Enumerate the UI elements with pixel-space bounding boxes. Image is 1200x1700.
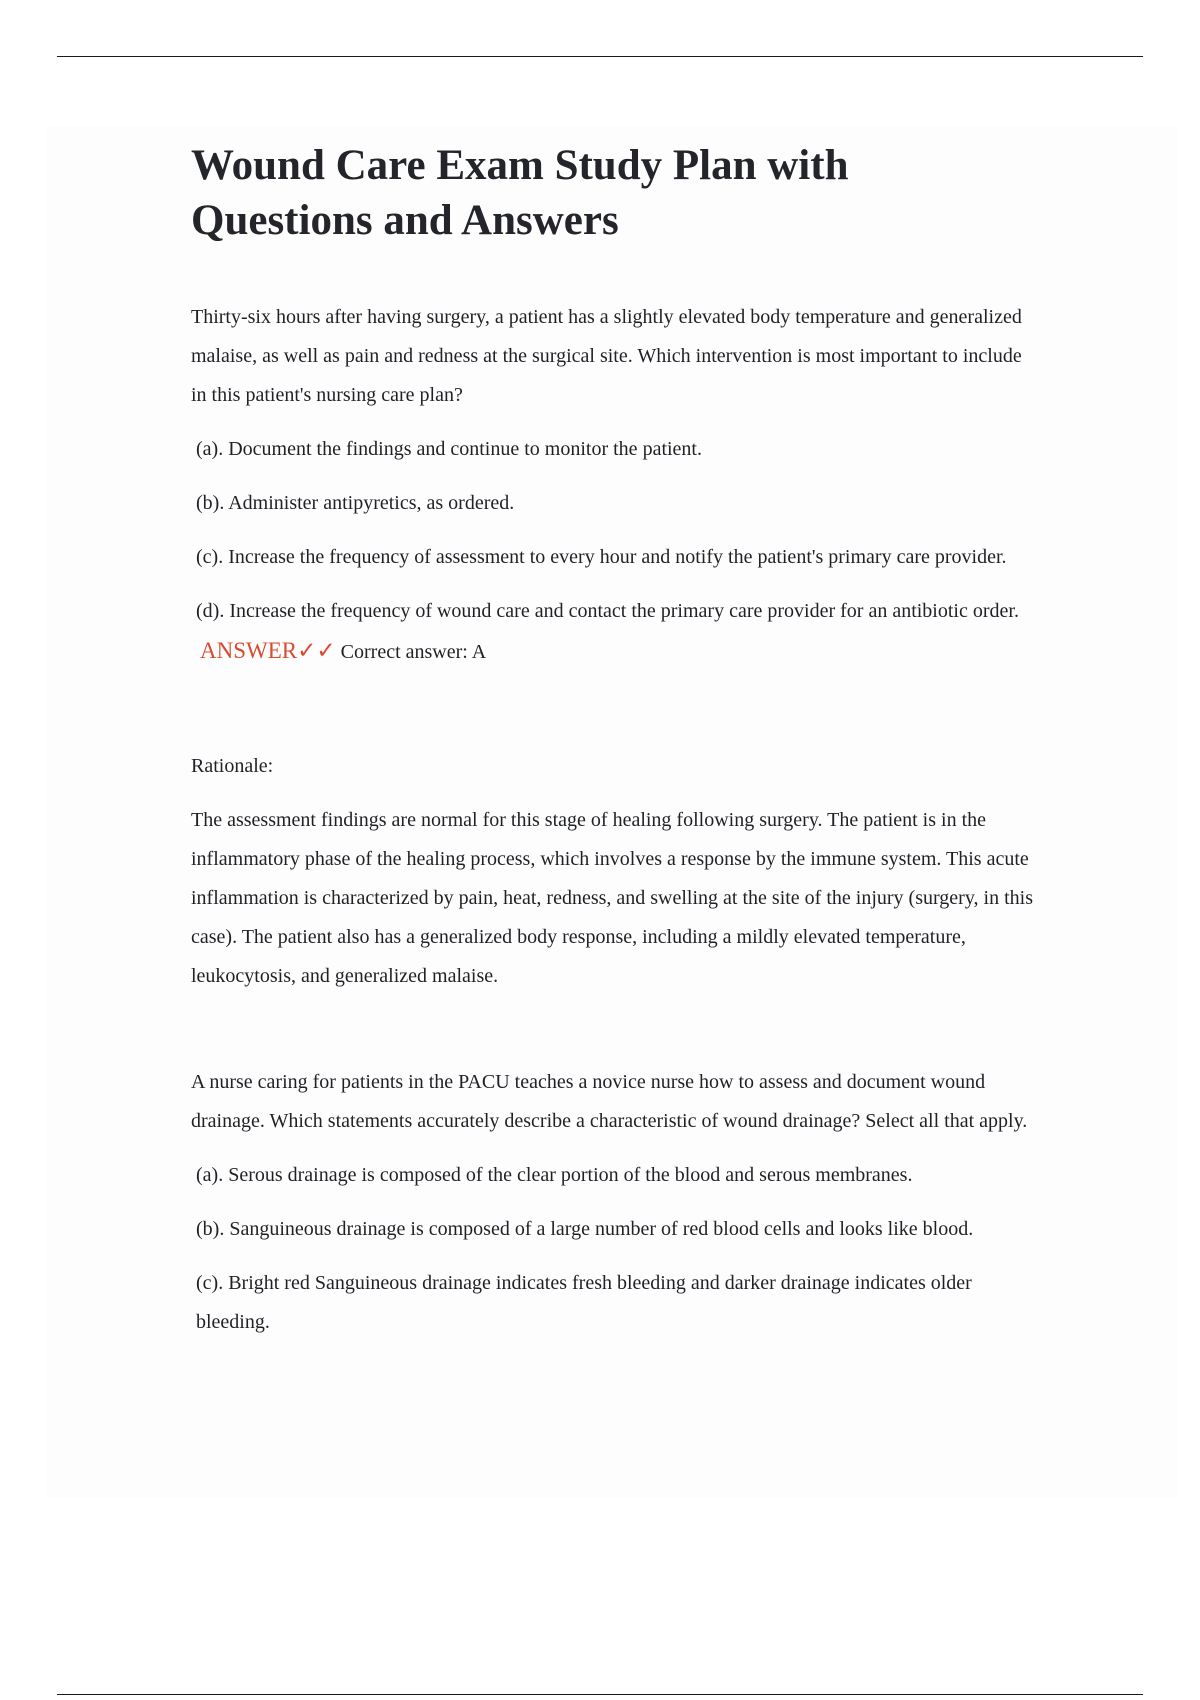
option-d-text: (d). Increase the frequency of wound care and contact the primary care provider for an antibiotic order. bbox=[196, 600, 1019, 622]
question-2-option-a: (a). Serous drainage is composed of the clear portion of the blood and serous membranes. bbox=[196, 1164, 913, 1186]
question-2-option-c: (c). Bright red Sanguineous drainage indicates fresh bleeding and darker drainage indicates older bleeding. bbox=[196, 1272, 972, 1333]
header-rule bbox=[57, 56, 1143, 57]
title-line-1: Wound Care Exam Study Plan with bbox=[191, 142, 849, 189]
title-line-2: Questions and Answers bbox=[191, 197, 619, 244]
rationale-text: The assessment findings are normal for this stage of healing following surgery. The patient is in the inflammatory phase of the healing process, which involves a response by the immune system. This acute inflammation is characterized by pain, heat, redness, and swelling at the site of the injury (surgery, in this case). The patient also has a generalized body response, including a mildly elevated temperature, leukocytosis, and generalized malaise. bbox=[191, 809, 1033, 987]
document-body bbox=[191, 138, 1041, 1342]
footer-rule bbox=[57, 1694, 1143, 1695]
question-1-option-d bbox=[191, 592, 1041, 672]
document-title bbox=[191, 138, 1041, 248]
question-2-option-b: (b). Sanguineous drainage is composed of a large number of red blood cells and looks like blood. bbox=[196, 1218, 974, 1240]
answer-marker: ANSWER✓✓ bbox=[200, 638, 336, 663]
question-1-option-a: (a). Document the findings and continue to monitor the patient. bbox=[196, 438, 702, 460]
question-1-option-c: (c). Increase the frequency of assessment to every hour and notify the patient's primary care provider. bbox=[196, 546, 1007, 568]
question-1-stem: Thirty-six hours after having surgery, a patient has a slightly elevated body temperature and generalized malaise, as well as pain and redness at the surgical site. Which intervention is most important to include in this patient's nursing care plan? bbox=[191, 306, 1022, 406]
rationale-label: Rationale: bbox=[191, 755, 274, 777]
correct-answer: Correct answer: A bbox=[340, 641, 487, 663]
question-2-stem: A nurse caring for patients in the PACU teaches a novice nurse how to assess and document wound drainage. Which statements accurately describe a characteristic of wound drainage? Select all that apply. bbox=[191, 1071, 1028, 1132]
question-1-option-b: (b). Administer antipyretics, as ordered. bbox=[196, 492, 515, 514]
